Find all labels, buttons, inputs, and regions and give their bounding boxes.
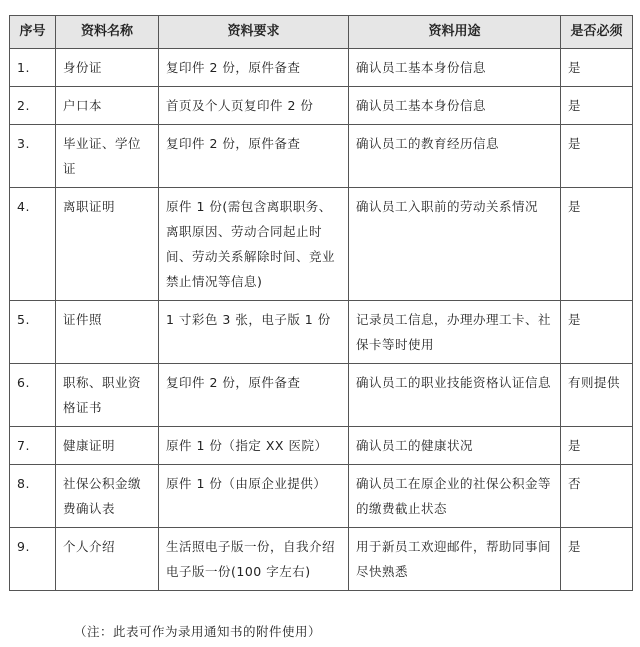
- header-document-name: 资料名称: [56, 16, 159, 49]
- cell-document-name: 个人介绍: [56, 528, 159, 591]
- cell-number: 2.: [10, 87, 56, 125]
- cell-requirement: 原件 1 份(需包含离职职务、离职原因、劳动合同起止时间、劳动关系解除时间、竞业禁止情况等信息): [159, 188, 349, 301]
- header-required: 是否必须: [561, 16, 633, 49]
- cell-requirement: 首页及个人页复印件 2 份: [159, 87, 349, 125]
- cell-required: 是: [561, 49, 633, 87]
- cell-purpose: 确认员工的健康状况: [349, 427, 561, 465]
- cell-purpose: 确认员工入职前的劳动关系情况: [349, 188, 561, 301]
- header-number: 序号: [10, 16, 56, 49]
- cell-document-name: 身份证: [56, 49, 159, 87]
- cell-document-name: 户口本: [56, 87, 159, 125]
- cell-purpose: 记录员工信息，办理办理工卡、社保卡等时使用: [349, 301, 561, 364]
- table-row: [10, 528, 633, 591]
- cell-requirement: 复印件 2 份，原件备查: [159, 364, 349, 427]
- onboarding-documents-table: [9, 15, 633, 591]
- cell-requirement: 复印件 2 份，原件备查: [159, 125, 349, 188]
- cell-document-name: 职称、职业资格证书: [56, 364, 159, 427]
- table-row: [10, 125, 633, 188]
- table-footnote: （注：此表可作为录用通知书的附件使用）: [74, 624, 322, 639]
- cell-number: 4.: [10, 188, 56, 301]
- cell-required: 是: [561, 427, 633, 465]
- cell-number: 5.: [10, 301, 56, 364]
- cell-number: 1.: [10, 49, 56, 87]
- cell-requirement: 生活照电子版一份，自我介绍电子版一份(100 字左右): [159, 528, 349, 591]
- header-purpose: 资料用途: [349, 16, 561, 49]
- cell-number: 6.: [10, 364, 56, 427]
- cell-number: 8.: [10, 465, 56, 528]
- table-row: [10, 87, 633, 125]
- cell-required: 是: [561, 87, 633, 125]
- table-row: [10, 364, 633, 427]
- cell-purpose: 确认员工在原企业的社保公积金等的缴费截止状态: [349, 465, 561, 528]
- cell-requirement: 原件 1 份（由原企业提供）: [159, 465, 349, 528]
- cell-required: 是: [561, 528, 633, 591]
- cell-number: 7.: [10, 427, 56, 465]
- cell-document-name: 毕业证、学位证: [56, 125, 159, 188]
- cell-purpose: 用于新员工欢迎邮件，帮助同事间尽快熟悉: [349, 528, 561, 591]
- table-row: [10, 49, 633, 87]
- cell-purpose: 确认员工基本身份信息: [349, 87, 561, 125]
- cell-document-name: 证件照: [56, 301, 159, 364]
- header-requirement: 资料要求: [159, 16, 349, 49]
- cell-document-name: 社保公积金缴费确认表: [56, 465, 159, 528]
- cell-document-name: 健康证明: [56, 427, 159, 465]
- cell-document-name: 离职证明: [56, 188, 159, 301]
- cell-required: 否: [561, 465, 633, 528]
- table-row: [10, 188, 633, 301]
- cell-requirement: 1 寸彩色 3 张，电子版 1 份: [159, 301, 349, 364]
- table-row: [10, 301, 633, 364]
- table-row: [10, 465, 633, 528]
- cell-number: 3.: [10, 125, 56, 188]
- table-header-row: [10, 16, 633, 49]
- cell-required: 是: [561, 188, 633, 301]
- cell-purpose: 确认员工的职业技能资格认证信息: [349, 364, 561, 427]
- cell-requirement: 复印件 2 份，原件备查: [159, 49, 349, 87]
- cell-required: 有则提供: [561, 364, 633, 427]
- cell-requirement: 原件 1 份（指定 XX 医院）: [159, 427, 349, 465]
- cell-required: 是: [561, 301, 633, 364]
- table-row: [10, 427, 633, 465]
- cell-required: 是: [561, 125, 633, 188]
- cell-number: 9.: [10, 528, 56, 591]
- cell-purpose: 确认员工的教育经历信息: [349, 125, 561, 188]
- cell-purpose: 确认员工基本身份信息: [349, 49, 561, 87]
